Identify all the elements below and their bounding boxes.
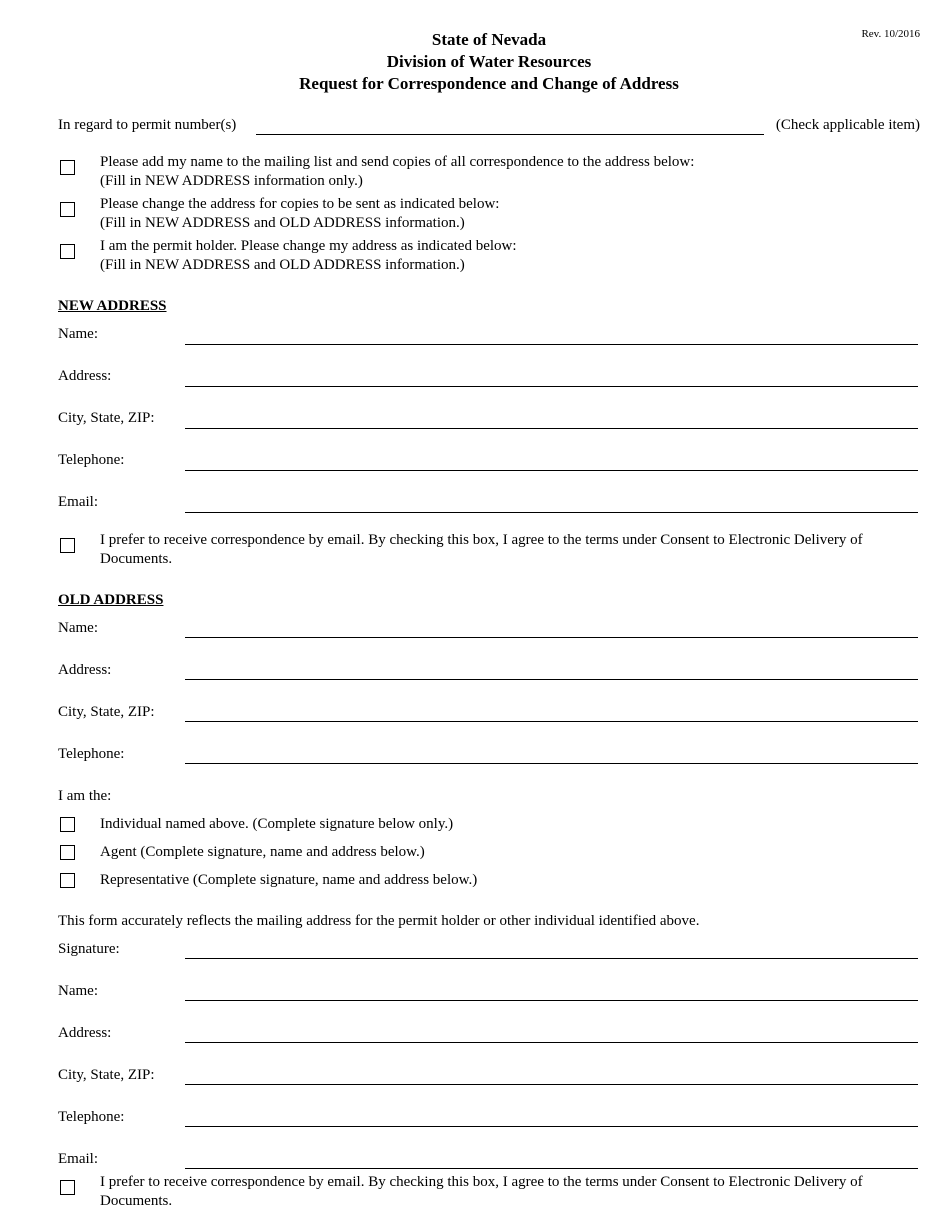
sig-email-label: Email: xyxy=(58,1151,98,1167)
title-division: Division of Water Resources xyxy=(386,52,592,71)
new-address-label: Address: xyxy=(58,368,112,384)
i-am-label: I am the: xyxy=(58,788,112,804)
new-city-label: City, State, ZIP: xyxy=(58,410,155,426)
signature-field[interactable] xyxy=(185,958,918,959)
sig-address-label: Address: xyxy=(58,1025,112,1041)
new-email-consent-text xyxy=(100,531,920,569)
old-name-label: Name: xyxy=(58,620,98,636)
representative-checkbox[interactable] xyxy=(60,873,75,888)
sig-name-field[interactable] xyxy=(185,1000,918,1001)
option-permit-holder-change xyxy=(100,237,517,275)
change-copy-address-checkbox[interactable] xyxy=(60,202,75,217)
new-city-field[interactable] xyxy=(185,428,918,429)
new-address-field[interactable] xyxy=(185,386,918,387)
old-city-field[interactable] xyxy=(185,721,918,722)
consent-line: I prefer to receive correspondence by email. By checking this box, I agree to the terms under Consent to Electronic Delivery of xyxy=(100,1174,863,1190)
sig-city-label: City, State, ZIP: xyxy=(58,1067,155,1083)
new-email-label: Email: xyxy=(58,494,98,510)
sig-telephone-label: Telephone: xyxy=(58,1109,125,1125)
old-telephone-field[interactable] xyxy=(185,763,918,764)
new-email-consent-checkbox[interactable] xyxy=(60,538,75,553)
signature-label: Signature: xyxy=(58,941,120,957)
title-form: Request for Correspondence and Change of Address xyxy=(299,74,679,93)
permit-holder-change-checkbox[interactable] xyxy=(60,244,75,259)
new-email-field[interactable] xyxy=(185,512,918,513)
old-address-field[interactable] xyxy=(185,679,918,680)
representative-option-label: Representative (Complete signature, name and address below.) xyxy=(100,872,478,888)
old-address-heading: OLD ADDRESS xyxy=(58,592,164,608)
sig-email-consent-checkbox[interactable] xyxy=(60,1180,75,1195)
option-line: (Fill in NEW ADDRESS and OLD ADDRESS information.) xyxy=(100,257,465,273)
consent-line: Documents. xyxy=(100,551,173,567)
consent-line: I prefer to receive correspondence by email. By checking this box, I agree to the terms under Consent to Electronic Delivery of xyxy=(100,532,863,548)
individual-option-label: Individual named above. (Complete signature below only.) xyxy=(100,816,454,832)
old-name-field[interactable] xyxy=(185,637,918,638)
option-line: I am the permit holder. Please change my address as indicated below: xyxy=(100,238,517,254)
consent-line: Documents. xyxy=(100,1193,173,1209)
old-telephone-label: Telephone: xyxy=(58,746,125,762)
option-line: (Fill in NEW ADDRESS and OLD ADDRESS information.) xyxy=(100,215,465,231)
title-state: State of Nevada xyxy=(431,30,547,49)
option-line: Please add my name to the mailing list and send copies of all correspondence to the address below: xyxy=(100,154,695,170)
sig-city-field[interactable] xyxy=(185,1084,918,1085)
option-line: (Fill in NEW ADDRESS information only.) xyxy=(100,173,363,189)
new-telephone-label: Telephone: xyxy=(58,452,125,468)
sig-name-label: Name: xyxy=(58,983,98,999)
agent-checkbox[interactable] xyxy=(60,845,75,860)
sig-email-consent-text xyxy=(100,1173,920,1211)
new-address-heading: NEW ADDRESS xyxy=(58,298,167,314)
revision-date: Rev. 10/2016 xyxy=(861,28,920,40)
old-address-label: Address: xyxy=(58,662,112,678)
check-applicable-note: (Check applicable item) xyxy=(775,117,920,133)
option-add-mailing-list xyxy=(100,153,694,191)
old-city-label: City, State, ZIP: xyxy=(58,704,155,720)
new-name-label: Name: xyxy=(58,326,98,342)
new-telephone-field[interactable] xyxy=(185,470,918,471)
sig-email-field[interactable] xyxy=(185,1168,918,1169)
agent-option-label: Agent (Complete signature, name and address below.) xyxy=(100,844,425,860)
option-line: Please change the address for copies to be sent as indicated below: xyxy=(100,196,500,212)
sig-address-field[interactable] xyxy=(185,1042,918,1043)
option-change-copy-address xyxy=(100,195,499,233)
sig-telephone-field[interactable] xyxy=(185,1126,918,1127)
individual-checkbox[interactable] xyxy=(60,817,75,832)
permit-label: In regard to permit number(s) xyxy=(58,117,237,133)
new-name-field[interactable] xyxy=(185,344,918,345)
add-to-mailing-list-checkbox[interactable] xyxy=(60,160,75,175)
permit-number-field[interactable] xyxy=(256,134,764,135)
accuracy-statement: This form accurately reflects the mailing address for the permit holder or other individual identified above. xyxy=(58,913,700,929)
